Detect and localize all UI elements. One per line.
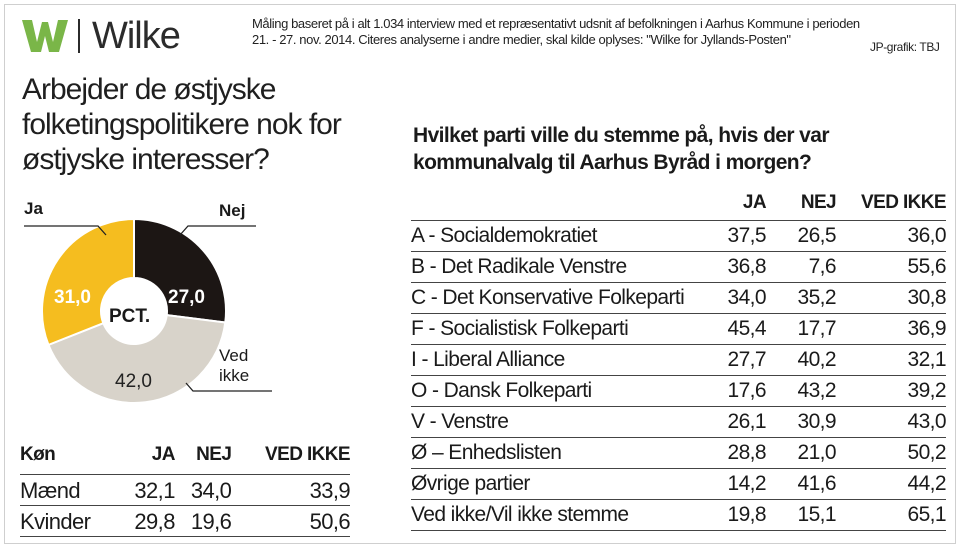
party-table-row-label: A - Socialdemokratiet [411, 221, 711, 252]
party-table-cell: 40,2 [766, 345, 836, 376]
party-table-row-label: V - Venstre [411, 407, 711, 438]
party-table-row-label: Øvrige partier [411, 469, 711, 500]
party-table-cell: 17,6 [711, 376, 766, 407]
party-table-cell: 44,2 [836, 469, 946, 500]
party-table-cell: 32,1 [836, 345, 946, 376]
source-note: Måling baseret på i alt 1.034 interview med et repræsentativt udsnit af befolkningen i Aarhus Kommune i perioden 21. - 27. nov. 2014. Citeres analyserne i andre medier, skal kilde oplyses: "Wilke for Jyllands-Posten" [252, 16, 860, 47]
gender-table-cell: 34,0 [175, 475, 231, 506]
party-table-row-label: I - Liberal Alliance [411, 345, 711, 376]
column-header [411, 188, 711, 221]
w-logo-icon [22, 18, 68, 54]
column-header: Køn [20, 444, 56, 465]
party-table-row [411, 252, 946, 283]
pie-chart-svg [18, 195, 363, 425]
gender-table [20, 440, 350, 537]
party-table-cell: 28,8 [711, 438, 766, 469]
gender-table-row [20, 475, 350, 506]
column-header: VED IKKE [861, 192, 946, 213]
party-table-cell: 65,1 [836, 500, 946, 531]
legend-label-ved-ikke [219, 346, 269, 386]
party-table-cell: 27,7 [711, 345, 766, 376]
gender-table-cell: 32,1 [118, 475, 174, 506]
party-table-cell: 30,8 [836, 283, 946, 314]
gender-table-row-label: Kvinder [20, 506, 118, 537]
party-table-cell: 15,1 [766, 500, 836, 531]
brand-name: Wilke [92, 14, 180, 57]
wilke-logo [22, 14, 180, 58]
legend-label-ved-line1: Ved [219, 346, 249, 365]
party-table-header [411, 188, 946, 221]
party-table-cell: 36,9 [836, 314, 946, 345]
party-table-cell: 41,6 [766, 469, 836, 500]
graphic-credit: JP-grafik: TBJ [870, 40, 940, 54]
party-table-row-label: Ved ikke/Vil ikke stemme [411, 500, 711, 531]
party-table-cell: 30,9 [766, 407, 836, 438]
gender-table-cell: 33,9 [231, 475, 350, 506]
party-table-cell: 26,1 [711, 407, 766, 438]
right-table-title: Hvilket parti ville du stemme på, hvis der var kommunalvalg til Aarhus Byråd i morgen? [413, 124, 829, 174]
gender-table-cell: 19,6 [175, 506, 231, 537]
party-table-row [411, 314, 946, 345]
party-table-cell: 17,7 [766, 314, 836, 345]
party-table-row [411, 407, 946, 438]
party-table-cell: 37,5 [711, 221, 766, 252]
party-table-cell: 34,0 [711, 283, 766, 314]
pie-center-label: PCT. [109, 306, 151, 327]
party-table-cell: 43,0 [836, 407, 946, 438]
party-table-cell: 36,0 [836, 221, 946, 252]
gender-table-header [20, 440, 350, 475]
party-table-cell: 45,4 [711, 314, 766, 345]
party-table-cell: 43,2 [766, 376, 836, 407]
party-table-cell: 19,8 [711, 500, 766, 531]
party-table-row [411, 469, 946, 500]
leader-line-nej [180, 226, 256, 235]
party-table-row [411, 345, 946, 376]
party-table-row [411, 438, 946, 469]
slice-value-ved-ikke: 42,0 [115, 371, 152, 392]
column-header: VED IKKE [265, 444, 350, 465]
gender-table-cell: 29,8 [118, 506, 174, 537]
party-table-row-label: B - Det Radikale Venstre [411, 252, 711, 283]
party-table-cell: 35,2 [766, 283, 836, 314]
party-table-cell: 36,8 [711, 252, 766, 283]
party-table-row [411, 500, 946, 531]
left-chart-title: Arbejder de østjyske folketingspolitikere nok for østjyske interesser? [22, 73, 341, 176]
pie-chart [18, 195, 363, 425]
party-table-row-label: F - Socialistisk Folkeparti [411, 314, 711, 345]
party-table-row-label: O - Dansk Folkeparti [411, 376, 711, 407]
column-header: NEJ [196, 444, 232, 465]
party-table-row-label: C - Det Konservative Folkeparti [411, 283, 711, 314]
party-table-row [411, 283, 946, 314]
party-table-cell: 39,2 [836, 376, 946, 407]
legend-label-ja: Ja [24, 199, 43, 218]
brand-divider [78, 19, 80, 53]
legend-label-nej: Nej [219, 201, 246, 220]
party-table [411, 188, 946, 531]
party-table-cell: 7,6 [766, 252, 836, 283]
party-table-cell: 26,5 [766, 221, 836, 252]
party-table-row-label: Ø – Enhedslisten [411, 438, 711, 469]
slice-value-ja: 31,0 [54, 287, 91, 308]
column-header: JA [151, 444, 175, 465]
party-table-row [411, 376, 946, 407]
party-table-cell: 14,2 [711, 469, 766, 500]
slice-value-nej: 27,0 [168, 287, 205, 308]
party-table-row [411, 221, 946, 252]
column-header: JA [742, 192, 766, 213]
party-table-cell: 50,2 [836, 438, 946, 469]
gender-table-cell: 50,6 [231, 506, 350, 537]
gender-table-row [20, 506, 350, 537]
party-table-cell: 55,6 [836, 252, 946, 283]
legend-label-ved-line2: ikke [219, 366, 250, 385]
party-table-cell: 21,0 [766, 438, 836, 469]
column-header: NEJ [800, 192, 836, 213]
gender-table-row-label: Mænd [20, 475, 118, 506]
